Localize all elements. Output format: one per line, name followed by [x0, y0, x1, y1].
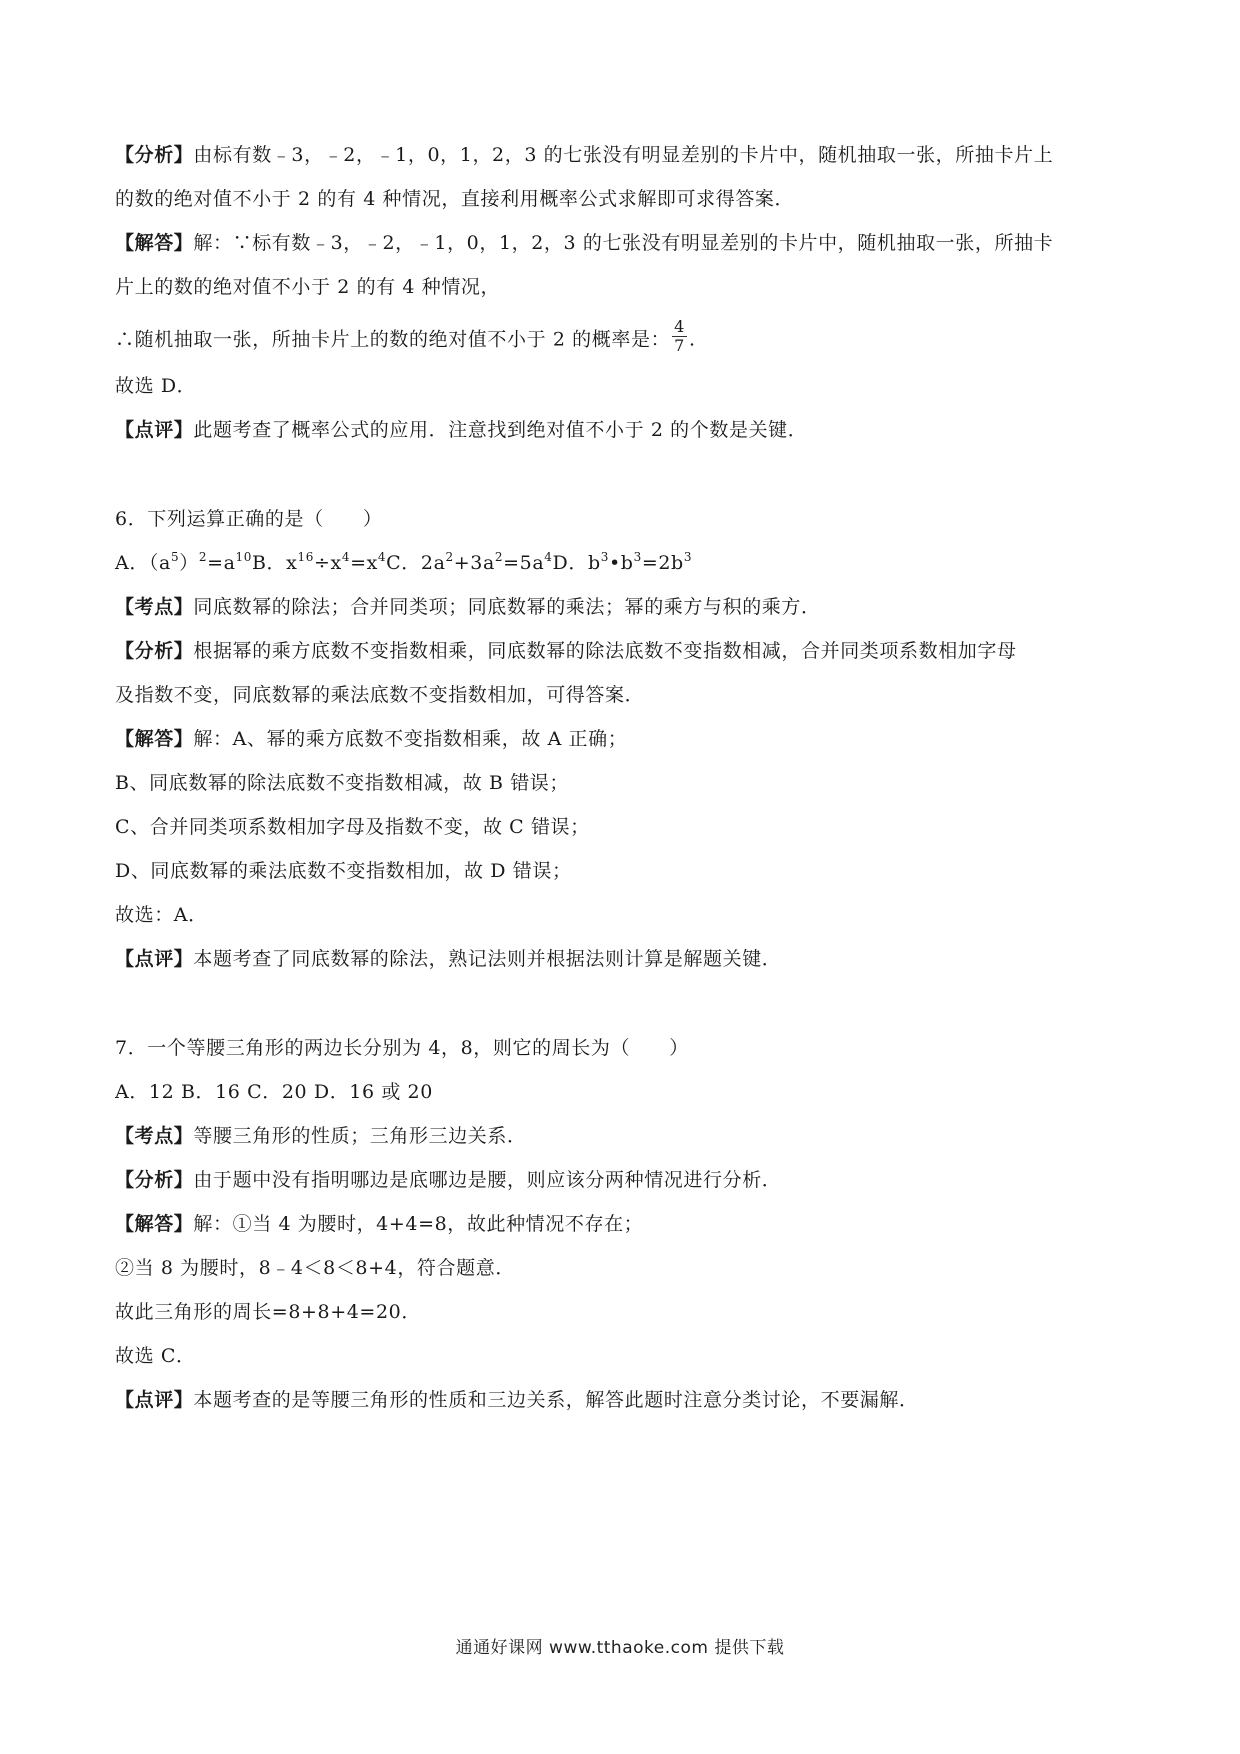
- q7-comment-text: 本题考查的是等腰三角形的性质和三边关系，解答此题时注意分类讨论，不要漏解．: [193, 1389, 919, 1411]
- q7-solution-line-1: [115, 1209, 1145, 1239]
- q6-opt-d-sup-1: 3: [600, 550, 609, 564]
- q6-solution-label: 【解答】: [115, 728, 194, 750]
- fraction-denominator: 7: [674, 336, 685, 355]
- q6-solution-text-4: D、同底数幂的乘法底数不变指数相加，故 D 错误；: [115, 860, 572, 882]
- q5-solution-text-2: 片上的数的绝对值不小于 2 的有 4 种情况，: [115, 276, 501, 298]
- q5-solution-line-3: [115, 317, 1145, 359]
- q6-solution-line-2: [115, 768, 1145, 798]
- q6-question-text: 6．下列运算正确的是（ ）: [115, 508, 383, 530]
- q6-choice: [115, 900, 1145, 930]
- q6-analysis-line-1: [115, 636, 1145, 666]
- q5-solution-line-1: [115, 228, 1145, 258]
- q6-analysis-label: 【分析】: [115, 640, 194, 662]
- q7-solution-line-3: [115, 1297, 1145, 1327]
- q5-analysis-line-2: [115, 184, 1145, 214]
- q6-opt-b-part-3: =x: [350, 552, 378, 574]
- q6-solution-text-1: 解：A、幂的乘方底数不变指数相乘，故 A 正确；: [193, 728, 628, 750]
- q6-opt-a-sup-3: 10: [235, 550, 252, 564]
- q6-solution-line-4: [115, 856, 1145, 886]
- q6-option-b: [252, 552, 386, 574]
- q7-solution-line-2: [115, 1253, 1145, 1283]
- q6-point-line: [115, 592, 1145, 622]
- q6-comment-text: 本题考查了同底数幂的除法，熟记法则并根据法则计算是解题关键．: [193, 948, 782, 970]
- q6-opt-d-part-2: •b: [609, 552, 634, 574]
- q7-solution-text-2: ②当 8 为腰时，8﹣4＜8＜8+4，符合题意．: [115, 1257, 515, 1279]
- q7-point-line: [115, 1121, 1145, 1151]
- q7-analysis-label: 【分析】: [115, 1169, 194, 1191]
- q6-point-text: 同底数幂的除法；合并同类项；同底数幂的乘法；幂的乘方与积的乘方．: [193, 596, 821, 618]
- q7-point-text: 等腰三角形的性质；三角形三边关系．: [193, 1125, 527, 1147]
- q6-opt-c-part-2: +3a: [453, 552, 495, 574]
- q7-solution-text-3: 故此三角形的周长=8+8+4=20．: [115, 1301, 421, 1323]
- q5-comment-line: [115, 415, 1145, 445]
- q5-solution-line-2: [115, 272, 1145, 302]
- q6-opt-b-sup-3: 4: [377, 550, 387, 564]
- q6-opt-d-part-1: D．b: [552, 552, 601, 574]
- q6-opt-d-sup-3: 3: [683, 550, 693, 564]
- q6-options: [115, 548, 1145, 578]
- q7-comment-line: [115, 1385, 1145, 1415]
- q6-opt-a-sup-2: 2: [198, 550, 208, 564]
- q6-opt-c-part-1: C．2a: [386, 552, 446, 574]
- q6-opt-a-sup-1: 5: [170, 550, 180, 564]
- q6-solution-text-2: B、同底数幂的除法底数不变指数相减，故 B 错误；: [115, 772, 570, 794]
- q6-point-label: 【考点】: [115, 596, 194, 618]
- q5-choice-text: 故选 D．: [115, 375, 197, 397]
- q7-point-label: 【考点】: [115, 1125, 194, 1147]
- q5-comment-label: 【点评】: [115, 419, 194, 441]
- q6-analysis-text-2: 及指数不变，同底数幂的乘法底数不变指数相加，可得答案．: [115, 684, 645, 706]
- q6-question: [115, 504, 1145, 534]
- q6-choice-text: 故选：A．: [115, 904, 208, 926]
- q5-analysis-text-1: 由标有数﹣3，﹣2，﹣1，0，1，2，3 的七张没有明显差别的卡片中，随机抽取一张，所抽卡片上: [193, 144, 1054, 166]
- q6-opt-c-part-3: =5a: [503, 552, 545, 574]
- q5-analysis-line-1: [115, 140, 1145, 170]
- q7-choice: [115, 1341, 1145, 1371]
- q6-solution-line-1: [115, 724, 1145, 754]
- q5-choice: [115, 371, 1145, 401]
- q7-question-text: 7．一个等腰三角形的两边长分别为 4，8，则它的周长为（ ）: [115, 1037, 689, 1059]
- q6-opt-c-sup-1: 2: [445, 550, 454, 564]
- q6-opt-a-part-1: A．（a: [115, 552, 171, 574]
- page-footer: 通通好课网 www.tthaoke.com 提供下载: [455, 1638, 785, 1658]
- q5-analysis-label: 【分析】: [115, 144, 194, 166]
- q7-choice-text: 故选 C．: [115, 1345, 196, 1367]
- q6-option-a: [115, 552, 252, 574]
- q6-comment-line: [115, 944, 1145, 974]
- q5-analysis-text-2: 的数的绝对值不小于 2 的有 4 种情况，直接利用概率公式求解即可求得答案．: [115, 188, 795, 210]
- q7-options-text: A．12 B．16 C．20 D．16 或 20: [115, 1081, 433, 1103]
- q6-option-d: [553, 552, 693, 574]
- q7-question: [115, 1033, 1145, 1063]
- q7-options: [115, 1077, 1145, 1107]
- q5-solution-label: 【解答】: [115, 232, 194, 254]
- q6-opt-d-sup-2: 3: [633, 550, 642, 564]
- q7-analysis-text: 由于题中没有指明哪边是底哪边是腰，则应该分两种情况进行分析．: [193, 1169, 782, 1191]
- q7-analysis-line: [115, 1165, 1145, 1195]
- probability-fraction: [672, 318, 687, 355]
- q6-opt-a-part-2: ）: [179, 552, 199, 574]
- q6-option-c: [386, 552, 552, 574]
- q6-solution-text-3: C、合并同类项系数相加字母及指数不变，故 C 错误；: [115, 816, 590, 838]
- q5-comment-text: 此题考查了概率公式的应用．注意找到绝对值不小于 2 的个数是关键．: [193, 419, 808, 441]
- q6-comment-label: 【点评】: [115, 948, 194, 970]
- q6-opt-b-part-1: B．x: [252, 552, 298, 574]
- q6-opt-b-part-2: ÷x: [313, 552, 342, 574]
- q6-opt-a-part-3: =a: [207, 552, 236, 574]
- fraction-period: .: [688, 328, 696, 351]
- q6-opt-b-sup-2: 4: [341, 550, 351, 564]
- q7-comment-label: 【点评】: [115, 1389, 194, 1411]
- fraction-numerator: 4: [674, 317, 685, 336]
- q6-opt-b-sup-1: 16: [297, 550, 314, 564]
- q6-analysis-line-2: [115, 680, 1145, 710]
- q7-solution-label: 【解答】: [115, 1213, 194, 1235]
- q6-opt-d-part-3: =2b: [641, 552, 684, 574]
- q6-solution-line-3: [115, 812, 1145, 842]
- q7-solution-text-1: 解：①当 4 为腰时，4+4=8，故此种情况不存在；: [193, 1213, 644, 1235]
- q6-opt-c-sup-2: 2: [494, 550, 504, 564]
- q5-solution-text-3: ∴随机抽取一张，所抽卡片上的数的绝对值不小于 2 的概率是：: [115, 328, 671, 351]
- q6-opt-c-sup-3: 4: [544, 550, 553, 564]
- q6-analysis-text-1: 根据幂的乘方底数不变指数相乘，同底数幂的除法底数不变指数相减，合并同类项系数相加字母: [193, 640, 1017, 662]
- q5-solution-text-1: 解：∵标有数﹣3，﹣2，﹣1，0，1，2，3 的七张没有明显差别的卡片中，随机抽取一张，所抽卡: [193, 232, 1054, 254]
